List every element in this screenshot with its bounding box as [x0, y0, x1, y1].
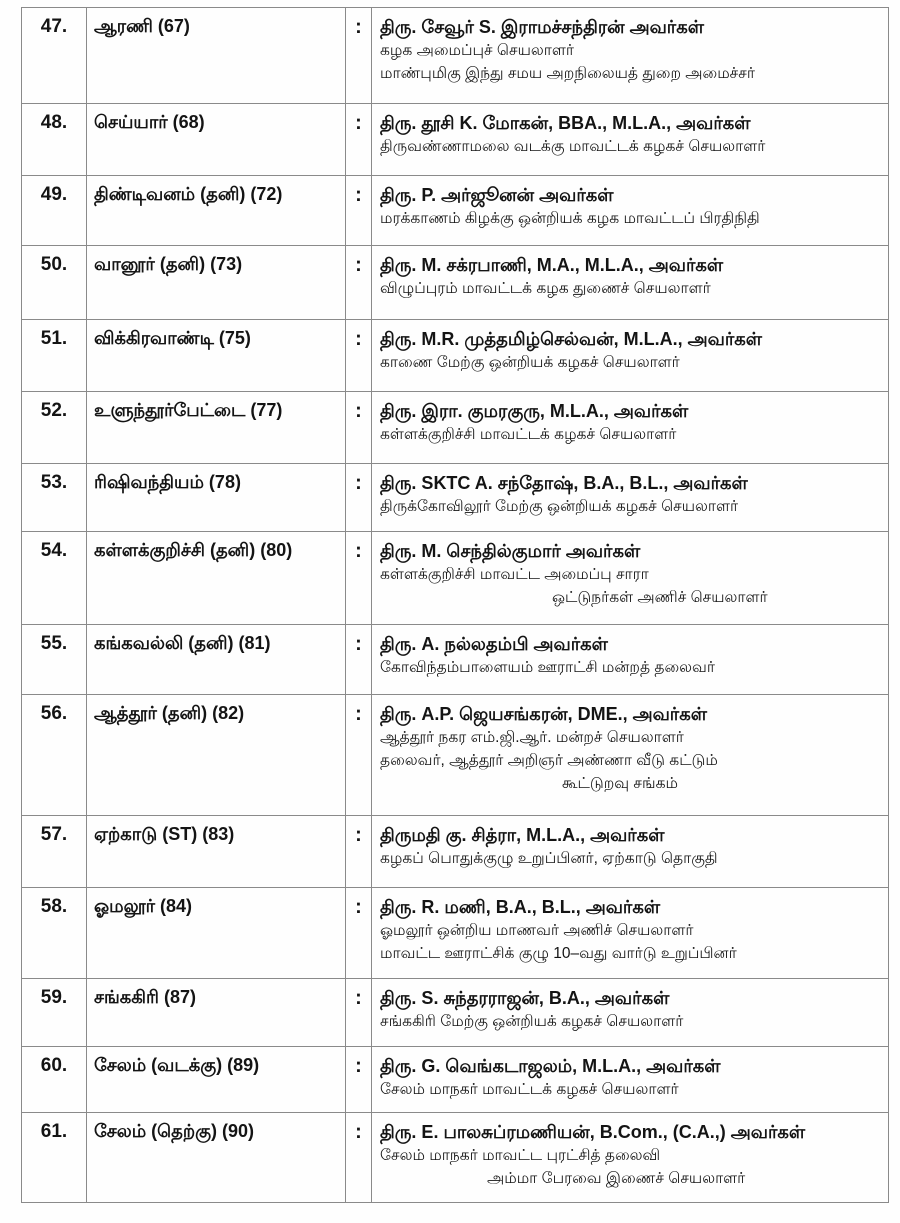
serial-number: 47. — [22, 8, 87, 104]
candidate-role-line: தலைவர், ஆத்தூர் அறிஞர் அண்ணா வீடு கட்டும் — [380, 752, 718, 769]
table-row — [22, 176, 889, 246]
serial-number: 55. — [22, 625, 87, 695]
constituency-name: சேலம் (தெற்கு) (90) — [87, 1113, 346, 1203]
colon-separator: : — [346, 625, 372, 695]
candidate-role-line: திருக்கோவிலூர் மேற்கு ஒன்றியக் கழகச் செயலாளர் — [380, 498, 739, 515]
constituency-name: திண்டிவனம் (தனி) (72) — [87, 176, 346, 246]
colon-separator: : — [346, 246, 372, 320]
serial-number: 52. — [22, 392, 87, 464]
candidate-name: திரு. சேவூர் S. இராமச்சந்திரன் அவர்கள் — [380, 17, 704, 37]
table-row — [22, 532, 889, 625]
candidate-role-line: கூட்டுறவு சங்கம் — [562, 775, 678, 792]
candidate-details — [372, 464, 889, 532]
candidate-role-line: சேலம் மாநகர் மாவட்டக் கழகச் செயலாளர் — [380, 1081, 679, 1098]
serial-number: 61. — [22, 1113, 87, 1203]
candidate-details — [372, 104, 889, 176]
table-row — [22, 888, 889, 979]
colon-separator: : — [346, 1113, 372, 1203]
candidate-details — [372, 1047, 889, 1113]
colon-separator: : — [346, 464, 372, 532]
serial-number: 54. — [22, 532, 87, 625]
table-row — [22, 816, 889, 888]
candidate-role-line: கள்ளக்குறிச்சி மாவட்ட அமைப்பு சாரா — [380, 566, 649, 583]
candidate-role-line: விழுப்புரம் மாவட்டக் கழக துணைச் செயலாளர் — [380, 280, 711, 297]
serial-number: 57. — [22, 816, 87, 888]
candidate-name: திரு. S. சுந்தரராஜன், B.A., அவர்கள் — [380, 988, 670, 1008]
table-row — [22, 104, 889, 176]
candidate-name: திரு. SKTC A. சந்தோஷ், B.A., B.L., அவர்கள் — [380, 473, 748, 493]
candidate-role-line: மரக்காணம் கிழக்கு ஒன்றியக் கழக மாவட்டப் பிரதிநிதி — [380, 210, 760, 227]
table-row — [22, 1113, 889, 1203]
constituency-name: சேலம் (வடக்கு) (89) — [87, 1047, 346, 1113]
constituency-name: சங்ககிரி (87) — [87, 979, 346, 1047]
candidate-details — [372, 176, 889, 246]
candidate-details — [372, 1113, 889, 1203]
constituency-name: ரிஷிவந்தியம் (78) — [87, 464, 346, 532]
serial-number: 60. — [22, 1047, 87, 1113]
table-row — [22, 320, 889, 392]
candidate-role-line: ஒட்டுநர்கள் அணிச் செயலாளர் — [552, 589, 768, 606]
candidate-role-line: காணை மேற்கு ஒன்றியக் கழகச் செயலாளர் — [380, 354, 680, 371]
colon-separator: : — [346, 695, 372, 816]
table-row — [22, 625, 889, 695]
candidate-name: திரு. E. பாலசுப்ரமணியன், B.Com., (C.A.,) அவர்கள் — [380, 1122, 806, 1142]
table-row — [22, 979, 889, 1047]
constituency-name: ஏற்காடு (ST) (83) — [87, 816, 346, 888]
constituency-name: விக்கிரவாண்டி (75) — [87, 320, 346, 392]
colon-separator: : — [346, 816, 372, 888]
candidate-name: திரு. R. மணி, B.A., B.L., அவர்கள் — [380, 897, 661, 917]
candidate-details — [372, 816, 889, 888]
constituency-name: செய்யார் (68) — [87, 104, 346, 176]
serial-number: 53. — [22, 464, 87, 532]
candidate-role-line: கோவிந்தம்பாளையம் ஊராட்சி மன்றத் தலைவர் — [380, 659, 715, 676]
constituency-name: ஓமலூர் (84) — [87, 888, 346, 979]
colon-separator: : — [346, 532, 372, 625]
table-row — [22, 695, 889, 816]
candidate-name: திரு. M.R. முத்தமிழ்செல்வன், M.L.A., அவர்கள் — [380, 329, 763, 349]
serial-number: 59. — [22, 979, 87, 1047]
candidate-name: திரு. A.P. ஜெயசங்கரன், DME., அவர்கள் — [380, 704, 707, 724]
table-row — [22, 8, 889, 104]
candidate-table — [21, 7, 889, 1203]
candidate-role-line: மாண்புமிகு இந்து சமய அறநிலையத் துறை அமைச்சர் — [380, 65, 755, 82]
colon-separator: : — [346, 176, 372, 246]
candidate-role-line: மாவட்ட ஊராட்சிக் குழு 10–வது வார்டு உறுப்பினர் — [380, 945, 737, 962]
candidate-role-line: திருவண்ணாமலை வடக்கு மாவட்டக் கழகச் செயலாளர் — [380, 138, 766, 155]
candidate-name: திரு. P. அர்ஜூனன் அவர்கள் — [380, 185, 614, 205]
candidate-details — [372, 625, 889, 695]
candidate-name: திரு. M. சக்ரபாணி, M.A., M.L.A., அவர்கள் — [380, 255, 724, 275]
constituency-name: கள்ளக்குறிச்சி (தனி) (80) — [87, 532, 346, 625]
candidate-details — [372, 8, 889, 104]
table-row — [22, 1047, 889, 1113]
candidate-role-line: ஆத்தூர் நகர எம்.ஜி.ஆர். மன்றச் செயலாளர் — [380, 729, 684, 746]
candidate-role-line: சங்ககிரி மேற்கு ஒன்றியக் கழகச் செயலாளர் — [380, 1013, 684, 1030]
candidate-role-line: கள்ளக்குறிச்சி மாவட்டக் கழகச் செயலாளர் — [380, 426, 677, 443]
candidate-name: திரு. M. செந்தில்குமார் அவர்கள் — [380, 541, 641, 561]
candidate-details — [372, 392, 889, 464]
constituency-name: ஆரணி (67) — [87, 8, 346, 104]
table-row — [22, 392, 889, 464]
table-row — [22, 246, 889, 320]
colon-separator: : — [346, 104, 372, 176]
colon-separator: : — [346, 392, 372, 464]
candidate-details — [372, 532, 889, 625]
candidate-role-line: ஓமலூர் ஒன்றிய மாணவர் அணிச் செயலாளர் — [380, 922, 694, 939]
candidate-details — [372, 888, 889, 979]
candidate-details — [372, 320, 889, 392]
colon-separator: : — [346, 888, 372, 979]
constituency-name: உளுந்தூர்பேட்டை (77) — [87, 392, 346, 464]
table-row — [22, 464, 889, 532]
serial-number: 51. — [22, 320, 87, 392]
candidate-details — [372, 695, 889, 816]
candidate-name: திரு. தூசி K. மோகன், BBA., M.L.A., அவர்கள் — [380, 113, 751, 133]
serial-number: 56. — [22, 695, 87, 816]
candidate-role-line: கழகப் பொதுக்குழு உறுப்பினர், ஏற்காடு தொகுதி — [380, 850, 718, 867]
serial-number: 49. — [22, 176, 87, 246]
serial-number: 48. — [22, 104, 87, 176]
constituency-name: ஆத்தூர் (தனி) (82) — [87, 695, 346, 816]
candidate-details — [372, 246, 889, 320]
candidate-role-line: அம்மா பேரவை இணைச் செயலாளர் — [487, 1170, 746, 1187]
candidate-details — [372, 979, 889, 1047]
candidate-role-line: சேலம் மாநகர் மாவட்ட புரட்சித் தலைவி — [380, 1147, 661, 1164]
candidate-name: திரு. இரா. குமரகுரு, M.L.A., அவர்கள் — [380, 401, 689, 421]
candidate-table-body — [22, 8, 889, 1203]
candidate-role-line: கழக அமைப்புச் செயலாளர் — [380, 42, 574, 59]
colon-separator: : — [346, 8, 372, 104]
serial-number: 50. — [22, 246, 87, 320]
constituency-name: கங்கவல்லி (தனி) (81) — [87, 625, 346, 695]
candidate-name: திருமதி கு. சித்ரா, M.L.A., அவர்கள் — [380, 825, 665, 845]
serial-number: 58. — [22, 888, 87, 979]
colon-separator: : — [346, 1047, 372, 1113]
colon-separator: : — [346, 320, 372, 392]
candidate-name: திரு. G. வெங்கடாஜலம், M.L.A., அவர்கள் — [380, 1056, 721, 1076]
colon-separator: : — [346, 979, 372, 1047]
candidate-name: திரு. A. நல்லதம்பி அவர்கள் — [380, 634, 608, 654]
constituency-name: வானூர் (தனி) (73) — [87, 246, 346, 320]
